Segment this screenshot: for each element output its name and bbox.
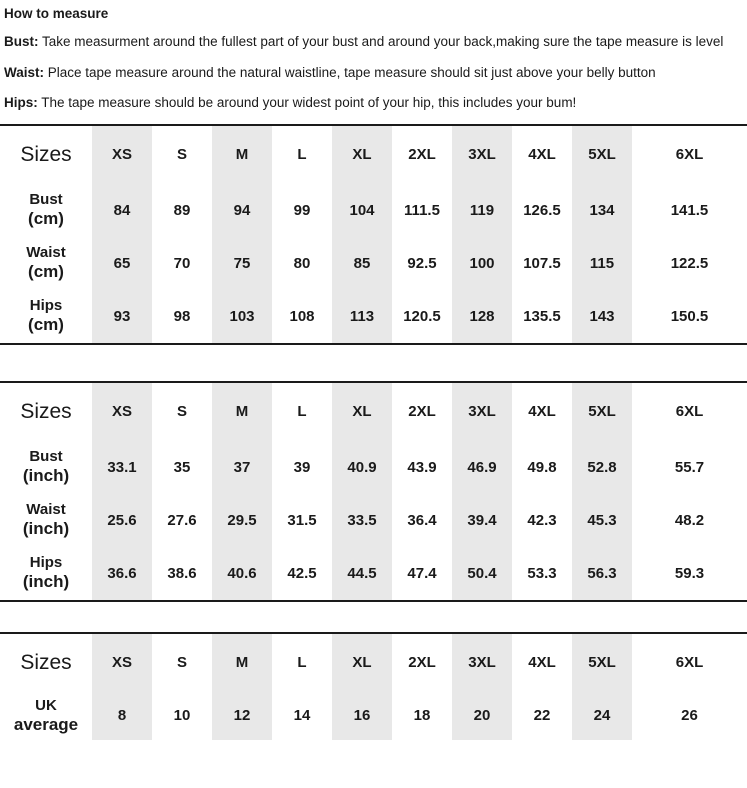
header-cell-l: L	[297, 146, 307, 164]
row-label-hips-inch	[0, 547, 92, 600]
table-row	[0, 290, 747, 343]
cell-hips-inch-xs: 36.6	[92, 547, 152, 600]
row-label-uk-average	[0, 692, 92, 740]
table-row	[0, 184, 747, 237]
table-header-row	[0, 634, 747, 692]
row-label-hips-cm	[0, 290, 92, 343]
cell-uk-6xl: 26	[681, 707, 698, 725]
measure-instruction-hips	[4, 93, 739, 113]
cell-bust-cm-4xl: 126.5	[523, 201, 561, 219]
measure-instruction-bust	[4, 32, 739, 52]
cell-waist-cm-5xl: 115	[572, 237, 632, 290]
cell-waist-cm-m: 75	[212, 237, 272, 290]
row-label-text: UK	[35, 696, 57, 714]
cell-hips-cm-6xl: 150.5	[670, 307, 709, 325]
cell-hips-cm-xl: 113	[332, 290, 392, 343]
cell-uk-xs: 8	[92, 692, 152, 740]
table-row	[0, 441, 747, 494]
header-cell-l: L	[297, 403, 307, 421]
cell-hips-cm-4xl: 135.5	[523, 307, 561, 325]
header-cell-xl: XL	[332, 634, 392, 692]
row-label-text: Bust	[29, 448, 63, 466]
cell-waist-cm-xs: 65	[92, 237, 152, 290]
cell-bust-inch-5xl: 52.8	[572, 441, 632, 494]
cell-bust-inch-l: 39	[293, 458, 311, 476]
measure-label-hips: Hips:	[4, 95, 38, 111]
how-to-measure-section	[0, 0, 747, 113]
row-label-unit: (cm)	[28, 315, 64, 335]
measure-text-waist: Place tape measure around the natural waistline, tape measure should sit just above your belly button	[44, 64, 656, 80]
cell-hips-cm-l: 108	[289, 307, 315, 325]
size-table-inch-grid	[0, 383, 747, 600]
header-cell-sizes: Sizes	[20, 399, 72, 423]
cell-bust-cm-m: 94	[212, 184, 272, 237]
cell-waist-cm-xl: 85	[332, 237, 392, 290]
header-cell-l: L	[297, 654, 307, 672]
cell-waist-inch-6xl: 48.2	[674, 511, 705, 529]
row-label-unit: average	[13, 714, 79, 734]
measure-label-bust: Bust:	[4, 34, 39, 50]
size-table-uk-grid	[0, 634, 747, 740]
header-cell-sizes: Sizes	[20, 142, 72, 166]
cell-hips-cm-3xl: 128	[452, 290, 512, 343]
cell-hips-inch-l: 42.5	[287, 564, 317, 582]
cell-hips-inch-4xl: 53.3	[527, 564, 557, 582]
cell-waist-inch-l: 31.5	[287, 511, 317, 529]
row-label-unit: (cm)	[28, 262, 64, 282]
cell-bust-cm-xl: 104	[332, 184, 392, 237]
header-cell-5xl: 5XL	[572, 126, 632, 184]
row-label-waist-cm	[0, 237, 92, 290]
header-cell-4xl: 4XL	[528, 146, 556, 164]
header-cell-sizes: Sizes	[20, 650, 72, 674]
header-cell-xs: XS	[92, 634, 152, 692]
cell-uk-m: 12	[212, 692, 272, 740]
cell-uk-s: 10	[173, 707, 191, 725]
measure-text-hips: The tape measure should be around your widest point of your hip, this includes your bum!	[37, 95, 577, 111]
cell-bust-cm-l: 99	[293, 201, 311, 219]
table-header-row	[0, 126, 747, 184]
header-cell-4xl: 4XL	[528, 403, 556, 421]
cell-bust-inch-xs: 33.1	[92, 441, 152, 494]
cell-bust-inch-4xl: 49.8	[527, 458, 557, 476]
measure-instruction-waist	[4, 63, 739, 83]
cell-hips-inch-6xl: 59.3	[674, 564, 705, 582]
measure-text-bust: Take measurment around the fullest part of your bust and around your back,making sure the tape measure is level	[38, 34, 724, 50]
cell-waist-inch-2xl: 36.4	[407, 511, 437, 529]
cell-bust-cm-2xl: 111.5	[404, 201, 440, 219]
row-label-unit: (cm)	[28, 209, 64, 229]
cell-bust-inch-3xl: 46.9	[452, 441, 512, 494]
header-cell-6xl: 6XL	[675, 403, 704, 421]
cell-uk-2xl: 18	[413, 707, 431, 725]
header-cell-xs: XS	[92, 126, 152, 184]
header-cell-xl: XL	[332, 126, 392, 184]
header-cell-s: S	[176, 146, 187, 164]
table-row	[0, 237, 747, 290]
cell-bust-inch-m: 37	[212, 441, 272, 494]
cell-waist-inch-s: 27.6	[167, 511, 197, 529]
cell-uk-4xl: 22	[533, 707, 551, 725]
row-label-bust-cm	[0, 184, 92, 237]
header-cell-4xl: 4XL	[528, 654, 556, 672]
table-row	[0, 547, 747, 600]
cell-uk-xl: 16	[332, 692, 392, 740]
cell-bust-inch-2xl: 43.9	[407, 458, 437, 476]
cell-bust-cm-s: 89	[173, 201, 191, 219]
cell-bust-cm-3xl: 119	[452, 184, 512, 237]
cell-bust-inch-s: 35	[173, 458, 191, 476]
cell-hips-inch-2xl: 47.4	[407, 564, 437, 582]
cell-waist-cm-l: 80	[293, 254, 311, 272]
cell-waist-cm-6xl: 122.5	[670, 254, 709, 272]
cell-waist-inch-xl: 33.5	[332, 494, 392, 547]
header-cell-6xl: 6XL	[675, 146, 704, 164]
header-cell-3xl: 3XL	[452, 634, 512, 692]
header-cell-2xl: 2XL	[408, 403, 436, 421]
cell-waist-cm-2xl: 92.5	[407, 254, 437, 272]
table-gap	[0, 602, 747, 622]
measure-label-waist: Waist:	[4, 64, 44, 80]
cell-hips-inch-xl: 44.5	[332, 547, 392, 600]
size-table-uk	[0, 632, 747, 740]
cell-bust-inch-6xl: 55.7	[674, 458, 705, 476]
header-cell-3xl: 3XL	[452, 126, 512, 184]
row-label-unit: (inch)	[22, 572, 70, 592]
cell-hips-cm-m: 103	[212, 290, 272, 343]
header-cell-6xl: 6XL	[675, 654, 704, 672]
cell-hips-inch-5xl: 56.3	[572, 547, 632, 600]
cell-hips-cm-2xl: 120.5	[403, 307, 441, 325]
cell-bust-cm-xs: 84	[92, 184, 152, 237]
cell-hips-inch-m: 40.6	[212, 547, 272, 600]
header-cell-2xl: 2XL	[408, 654, 436, 672]
cell-bust-cm-5xl: 134	[572, 184, 632, 237]
table-header-row	[0, 383, 747, 441]
cell-bust-cm-6xl: 141.5	[670, 201, 709, 219]
row-label-waist-inch	[0, 494, 92, 547]
cell-uk-5xl: 24	[572, 692, 632, 740]
size-table-inch	[0, 381, 747, 602]
header-cell-xl: XL	[332, 383, 392, 441]
row-label-text: Waist	[26, 501, 66, 519]
header-cell-m: M	[212, 634, 272, 692]
header-cell-5xl: 5XL	[572, 634, 632, 692]
cell-uk-l: 14	[293, 707, 311, 725]
cell-hips-cm-5xl: 143	[572, 290, 632, 343]
cell-uk-3xl: 20	[452, 692, 512, 740]
row-label-unit: (inch)	[22, 519, 70, 539]
header-cell-xs: XS	[92, 383, 152, 441]
header-cell-m: M	[212, 383, 272, 441]
header-cell-s: S	[176, 654, 187, 672]
cell-bust-inch-xl: 40.9	[332, 441, 392, 494]
cell-waist-inch-5xl: 45.3	[572, 494, 632, 547]
cell-waist-cm-s: 70	[173, 254, 191, 272]
header-cell-m: M	[212, 126, 272, 184]
cell-waist-cm-3xl: 100	[452, 237, 512, 290]
cell-waist-inch-4xl: 42.3	[527, 511, 557, 529]
header-cell-3xl: 3XL	[452, 383, 512, 441]
cell-waist-cm-4xl: 107.5	[523, 254, 561, 272]
cell-waist-inch-m: 29.5	[212, 494, 272, 547]
size-table-cm	[0, 124, 747, 345]
row-label-bust-inch	[0, 441, 92, 494]
row-label-text: Hips	[29, 554, 63, 572]
cell-hips-inch-s: 38.6	[167, 564, 197, 582]
cell-waist-inch-3xl: 39.4	[452, 494, 512, 547]
table-row	[0, 494, 747, 547]
cell-hips-inch-3xl: 50.4	[452, 547, 512, 600]
header-cell-5xl: 5XL	[572, 383, 632, 441]
row-label-text: Waist	[26, 244, 66, 262]
row-label-text: Hips	[29, 297, 63, 315]
row-label-text: Bust	[29, 191, 63, 209]
cell-hips-cm-s: 98	[173, 307, 191, 325]
page-title: How to measure	[4, 6, 109, 21]
cell-waist-inch-xs: 25.6	[92, 494, 152, 547]
table-row	[0, 692, 747, 740]
table-gap	[0, 345, 747, 371]
size-table-cm-grid	[0, 126, 747, 343]
header-cell-2xl: 2XL	[408, 146, 436, 164]
header-cell-s: S	[176, 403, 187, 421]
row-label-unit: (inch)	[22, 466, 70, 486]
cell-hips-cm-xs: 93	[92, 290, 152, 343]
